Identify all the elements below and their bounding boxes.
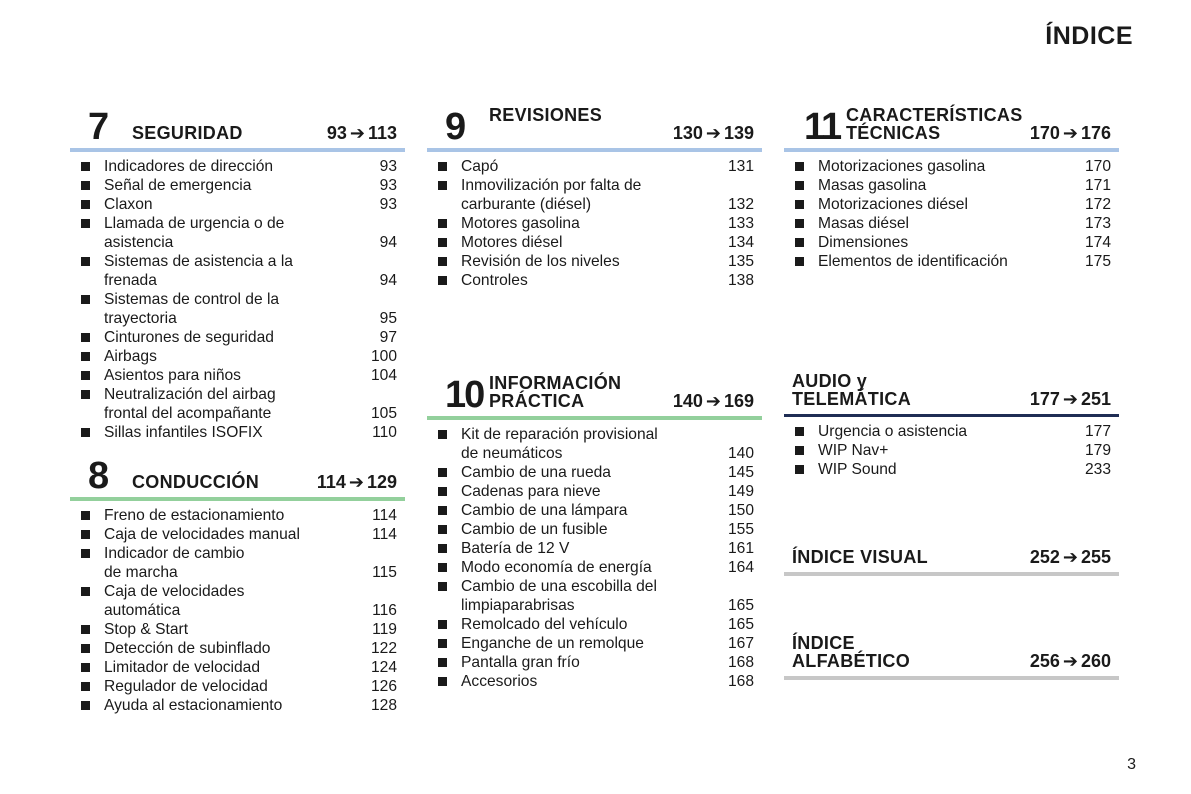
list-item[interactable]	[437, 463, 762, 482]
section-divider	[784, 676, 1119, 680]
section-divider	[784, 572, 1119, 576]
item-list	[70, 506, 405, 715]
list-item[interactable]	[437, 157, 762, 176]
range-start: 140	[672, 391, 703, 411]
item-label: Airbags	[104, 348, 157, 365]
list-item[interactable]	[437, 233, 762, 252]
range-start: 93	[326, 123, 347, 143]
item-page-number: 133	[727, 215, 754, 232]
item-page-number: 93	[379, 158, 397, 175]
item-page-number: 110	[372, 424, 397, 441]
list-item[interactable]	[794, 195, 1119, 214]
item-label: trayectoria	[104, 310, 177, 327]
item-page-number: 170	[1084, 158, 1111, 175]
item-page-number: 173	[1084, 215, 1111, 232]
list-item[interactable]	[437, 558, 762, 577]
item-label: frontal del acompañante	[104, 405, 272, 422]
item-label: Cinturones de seguridad	[104, 329, 274, 346]
section-title: SEGURIDAD	[132, 123, 243, 143]
item-page-number: 114	[372, 526, 397, 543]
item-label: Motorizaciones diésel	[818, 196, 968, 213]
item-label: frenada	[104, 272, 157, 289]
item-label: Regulador de velocidad	[104, 678, 268, 695]
arrow-right-icon: ➔	[1062, 389, 1078, 409]
item-page-number: 122	[370, 640, 397, 657]
range-start: 130	[672, 123, 703, 143]
item-label: Asientos para niños	[104, 367, 241, 384]
item-page-number: 97	[379, 329, 397, 346]
section-divider	[70, 497, 405, 501]
item-label: automática	[104, 602, 181, 619]
section-number: 9	[445, 106, 465, 148]
list-item[interactable]	[80, 385, 405, 423]
item-label: Cambio de una lámpara	[461, 502, 628, 519]
section-title: ÍNDICE VISUAL	[792, 547, 928, 567]
item-label: Ayuda al estacionamiento	[104, 697, 283, 714]
item-page-number: 161	[727, 540, 754, 557]
section-title-line1: CARACTERÍSTICAS	[846, 105, 1023, 125]
item-page-number: 114	[372, 507, 397, 524]
section-title	[792, 634, 910, 670]
item-label: Caja de velocidades	[104, 583, 245, 600]
list-item[interactable]	[437, 425, 762, 463]
section-indice-visual	[784, 524, 1119, 576]
arrow-right-icon: ➔	[348, 472, 364, 492]
list-item[interactable]	[794, 252, 1119, 271]
item-label: Modo economía de energía	[461, 559, 652, 576]
item-label: Cadenas para nieve	[461, 483, 601, 500]
item-page-number: 100	[370, 348, 397, 365]
item-label: Remolcado del vehículo	[461, 616, 628, 633]
item-page-number: 115	[372, 564, 397, 581]
item-label: Stop & Start	[104, 621, 189, 638]
range-end: 113	[367, 123, 397, 143]
section-divider	[70, 148, 405, 152]
list-item[interactable]	[80, 544, 405, 582]
section-header	[784, 100, 1119, 148]
item-label: Limitador de velocidad	[104, 659, 261, 676]
item-page-number: 134	[727, 234, 754, 251]
page-range	[1030, 652, 1111, 670]
item-page-number: 177	[1084, 423, 1111, 440]
page-range	[1030, 124, 1111, 142]
page-range	[673, 392, 754, 410]
list-item[interactable]	[80, 347, 405, 366]
list-item[interactable]	[437, 672, 762, 691]
range-end: 169	[723, 391, 754, 411]
page-title: ÍNDICE	[1045, 22, 1133, 50]
item-page-number: 171	[1084, 177, 1111, 194]
section-header	[784, 524, 1119, 568]
section-title-line2: ALFABÉTICO	[792, 651, 910, 671]
item-label: Masas diésel	[818, 215, 910, 232]
item-list	[427, 425, 762, 691]
list-item[interactable]	[80, 582, 405, 620]
list-item[interactable]	[794, 214, 1119, 233]
section-header	[70, 449, 405, 497]
range-end: 251	[1080, 389, 1111, 409]
item-page-number: 179	[1084, 442, 1111, 459]
item-list	[784, 422, 1119, 479]
range-start: 170	[1029, 123, 1060, 143]
item-label: Inmovilización por falta de	[461, 177, 642, 194]
range-start: 177	[1029, 389, 1060, 409]
page-range	[317, 473, 397, 491]
section-title	[792, 372, 911, 408]
section-divider	[784, 414, 1119, 417]
range-end: 176	[1080, 123, 1111, 143]
list-item[interactable]	[794, 422, 1119, 441]
item-label: Motorizaciones gasolina	[818, 158, 986, 175]
item-page-number: 149	[727, 483, 754, 500]
item-page-number: 94	[379, 234, 397, 251]
item-label: carburante (diésel)	[461, 196, 592, 213]
list-item[interactable]	[437, 252, 762, 271]
arrow-right-icon: ➔	[1062, 547, 1078, 567]
item-page-number: 105	[370, 405, 397, 422]
item-page-number: 175	[1084, 253, 1111, 270]
list-item[interactable]	[794, 460, 1119, 479]
section-number: 7	[88, 106, 108, 148]
list-item[interactable]	[80, 157, 405, 176]
section-header	[784, 628, 1119, 672]
range-start: 114	[316, 472, 346, 492]
item-page-number: 124	[370, 659, 397, 676]
range-start: 256	[1029, 651, 1060, 671]
section-title: REVISIONES	[489, 105, 603, 125]
list-item[interactable]	[80, 525, 405, 544]
item-label: WIP Nav+	[818, 442, 889, 459]
list-item[interactable]	[437, 271, 762, 290]
item-list	[427, 157, 762, 290]
section-title-line2: TELEMÁTICA	[792, 389, 911, 409]
list-item[interactable]	[794, 157, 1119, 176]
item-label: WIP Sound	[818, 461, 897, 478]
section-conduccion	[70, 449, 405, 715]
section-title: CONDUCCIÓN	[132, 472, 259, 492]
item-page-number: 94	[379, 272, 397, 289]
item-label: de marcha	[104, 564, 178, 581]
section-seguridad	[70, 100, 405, 442]
item-page-number: 150	[727, 502, 754, 519]
section-divider	[427, 416, 762, 420]
item-page-number: 116	[372, 602, 397, 619]
section-title-line1: ÍNDICE	[792, 633, 855, 653]
list-item[interactable]	[794, 441, 1119, 460]
item-page-number: 104	[370, 367, 397, 384]
item-label: Cambio de una rueda	[461, 464, 611, 481]
item-label: Caja de velocidades manual	[104, 526, 300, 543]
list-item[interactable]	[80, 423, 405, 442]
item-page-number: 233	[1084, 461, 1111, 478]
arrow-right-icon: ➔	[1062, 651, 1078, 671]
page-range	[1030, 548, 1111, 566]
arrow-right-icon: ➔	[705, 391, 721, 411]
list-item[interactable]	[80, 195, 405, 214]
list-item[interactable]	[80, 658, 405, 677]
item-label: Controles	[461, 272, 528, 289]
list-item[interactable]	[80, 639, 405, 658]
item-list	[70, 157, 405, 442]
item-page-number: 95	[379, 310, 397, 327]
list-item[interactable]	[80, 677, 405, 696]
item-page-number: 165	[727, 597, 754, 614]
list-item[interactable]	[80, 506, 405, 525]
item-label: Detección de subinflado	[104, 640, 271, 657]
section-title	[489, 374, 621, 410]
section-number: 10	[445, 374, 484, 416]
range-end: 260	[1080, 651, 1111, 671]
item-label: asistencia	[104, 234, 174, 251]
item-label: limpiaparabrisas	[461, 597, 575, 614]
item-label: Freno de estacionamiento	[104, 507, 285, 524]
section-number: 8	[88, 455, 108, 497]
section-number: 11	[804, 106, 841, 148]
section-title-line1: INFORMACIÓN	[489, 373, 622, 393]
section-caracteristicas-tecnicas	[784, 100, 1119, 271]
list-item[interactable]	[794, 233, 1119, 252]
item-label: Señal de emergencia	[104, 177, 252, 194]
list-item[interactable]	[437, 482, 762, 501]
item-page-number: 128	[370, 697, 397, 714]
item-label: Urgencia o asistencia	[818, 423, 968, 440]
item-label: Motores diésel	[461, 234, 563, 251]
list-item[interactable]	[437, 176, 762, 214]
item-page-number: 168	[727, 673, 754, 690]
item-label: Dimensiones	[818, 234, 909, 251]
item-label: Llamada de urgencia o de	[104, 215, 285, 232]
item-label: Sistemas de control de la	[104, 291, 280, 308]
item-label: Sistemas de asistencia a la	[104, 253, 293, 270]
item-page-number: 135	[727, 253, 754, 270]
arrow-right-icon: ➔	[705, 123, 721, 143]
item-label: Cambio de un fusible	[461, 521, 608, 538]
page-range	[327, 124, 397, 142]
item-label: Indicador de cambio	[104, 545, 245, 562]
range-end: 139	[723, 123, 754, 143]
list-item[interactable]	[437, 634, 762, 653]
list-item[interactable]	[80, 176, 405, 195]
section-divider	[427, 148, 762, 152]
item-label: Masas gasolina	[818, 177, 927, 194]
item-label: Neutralización del airbag	[104, 386, 276, 403]
list-item[interactable]	[437, 214, 762, 233]
list-item[interactable]	[80, 620, 405, 639]
page-number: 3	[1127, 756, 1136, 773]
item-label: Capó	[461, 158, 499, 175]
item-page-number: 165	[727, 616, 754, 633]
section-header	[427, 368, 762, 416]
item-label: Indicadores de dirección	[104, 158, 274, 175]
page-range	[1030, 390, 1111, 408]
item-page-number: 155	[727, 521, 754, 538]
item-label: Motores gasolina	[461, 215, 580, 232]
item-page-number: 145	[727, 464, 754, 481]
list-item[interactable]	[437, 653, 762, 672]
item-page-number: 131	[727, 158, 754, 175]
item-label: Batería de 12 V	[461, 540, 570, 557]
page-range	[673, 124, 754, 142]
section-header	[70, 100, 405, 148]
list-item[interactable]	[437, 539, 762, 558]
list-item[interactable]	[80, 214, 405, 252]
item-list	[784, 157, 1119, 271]
section-audio-telematica	[784, 366, 1119, 479]
range-end: 255	[1080, 547, 1111, 567]
section-revisiones	[427, 100, 762, 290]
section-title	[846, 106, 1023, 142]
item-label: Pantalla gran frío	[461, 654, 580, 671]
item-page-number: 140	[727, 445, 754, 462]
item-label: Enganche de un remolque	[461, 635, 644, 652]
list-item[interactable]	[80, 696, 405, 715]
list-item[interactable]	[437, 501, 762, 520]
item-page-number: 126	[370, 678, 397, 695]
section-indice-alfabetico	[784, 628, 1119, 680]
list-item[interactable]	[80, 252, 405, 290]
list-item[interactable]	[437, 520, 762, 539]
list-item[interactable]	[437, 577, 762, 615]
list-item[interactable]	[80, 328, 405, 347]
arrow-right-icon: ➔	[349, 123, 365, 143]
section-informacion-practica	[427, 368, 762, 691]
arrow-right-icon: ➔	[1062, 123, 1078, 143]
item-label: Sillas infantiles ISOFIX	[104, 424, 263, 441]
item-label: Kit de reparación provisional	[461, 426, 658, 443]
item-page-number: 168	[727, 654, 754, 671]
section-title-line2: TÉCNICAS	[846, 123, 941, 143]
range-start: 252	[1029, 547, 1060, 567]
item-label: Accesorios	[461, 673, 538, 690]
item-page-number: 174	[1084, 234, 1111, 251]
list-item[interactable]	[794, 176, 1119, 195]
item-label: Cambio de una escobilla del	[461, 578, 657, 595]
item-label: Claxon	[104, 196, 153, 213]
item-label: de neumáticos	[461, 445, 563, 462]
item-page-number: 119	[372, 621, 397, 638]
item-page-number: 164	[727, 559, 754, 576]
list-item[interactable]	[437, 615, 762, 634]
item-page-number: 167	[727, 635, 754, 652]
section-title-line2: PRÁCTICA	[489, 391, 585, 411]
item-label: Elementos de identificación	[818, 253, 1008, 270]
item-label: Revisión de los niveles	[461, 253, 620, 270]
item-page-number: 93	[379, 177, 397, 194]
list-item[interactable]	[80, 366, 405, 385]
range-end: 129	[366, 472, 397, 492]
item-page-number: 132	[727, 196, 754, 213]
list-item[interactable]	[80, 290, 405, 328]
item-page-number: 172	[1084, 196, 1111, 213]
section-title-line1: AUDIO y	[792, 371, 868, 391]
section-header	[784, 366, 1119, 410]
item-page-number: 138	[727, 272, 754, 289]
item-page-number: 93	[379, 196, 397, 213]
section-divider	[784, 148, 1119, 152]
section-header	[427, 100, 762, 148]
